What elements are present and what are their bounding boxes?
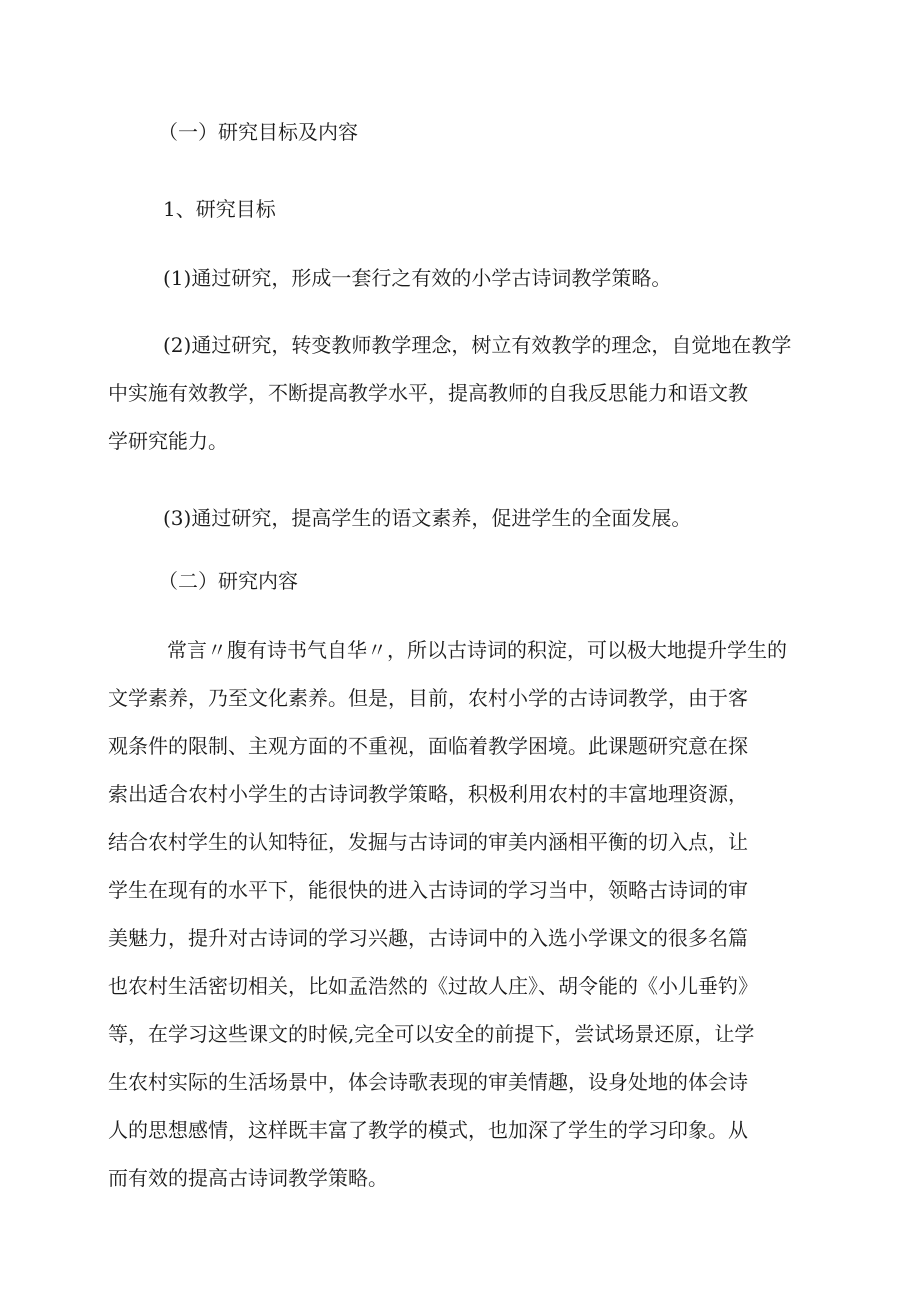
- goal-item-3: (3)通过研究，提高学生的语文素养，促进学生的全面发展。: [163, 506, 692, 530]
- section-heading-goals: （一）研究目标及内容: [158, 120, 358, 144]
- sub-heading-goals: 1、研究目标: [163, 197, 276, 221]
- content-paragraph-line: 观条件的限制、主观方面的不重视，面临着教学困境。此课题研究意在探: [108, 734, 748, 758]
- content-paragraph-line: 等，在学习这些课文的时候,完全可以安全的前提下，尝试场景还原，让学: [108, 1022, 755, 1046]
- content-paragraph-line: 学生在现有的水平下，能很快的进入古诗词的学习当中，领略古诗词的审: [108, 878, 748, 902]
- content-paragraph-line: 结合农村学生的认知特征，发掘与古诗词的审美内涵相平衡的切入点，让: [108, 830, 748, 854]
- content-paragraph-line: 人的思想感情，这样既丰富了教学的模式，也加深了学生的学习印象。从: [108, 1118, 748, 1142]
- section-heading-content: （二）研究内容: [158, 569, 298, 593]
- goal-item-2-line: (2)通过研究，转变教师教学理念，树立有效教学的理念，自觉地在教学: [163, 333, 792, 357]
- content-paragraph-line: 索出适合农村小学生的古诗词教学策略，积极利用农村的丰富地理资源，: [108, 782, 748, 806]
- content-paragraph-line: 美魅力，提升对古诗词的学习兴趣，古诗词中的入选小学课文的很多名篇: [108, 926, 748, 950]
- goal-item-2-line: 中实施有效教学，不断提高教学水平，提高教师的自我反思能力和语文教: [108, 381, 748, 405]
- content-paragraph-line: 常言〃腹有诗书气自华〃，所以古诗词的积淀，可以极大地提升学生的: [167, 638, 787, 662]
- content-paragraph-line: 而有效的提高古诗词教学策略。: [108, 1166, 388, 1190]
- goal-item-1: (1)通过研究，形成一套行之有效的小学古诗词教学策略。: [163, 266, 672, 290]
- content-paragraph-line: 也农村生活密切相关，比如孟浩然的《过故人庄》、胡令能的《小儿垂钓》: [108, 974, 758, 998]
- goal-item-2-line: 学研究能力。: [108, 429, 228, 453]
- content-paragraph-line: 文学素养，乃至文化素养。但是，目前，农村小学的古诗词教学，由于客: [108, 686, 748, 710]
- content-paragraph-line: 生农村实际的生活场景中，体会诗歌表现的审美情趣，设身处地的体会诗: [108, 1070, 748, 1094]
